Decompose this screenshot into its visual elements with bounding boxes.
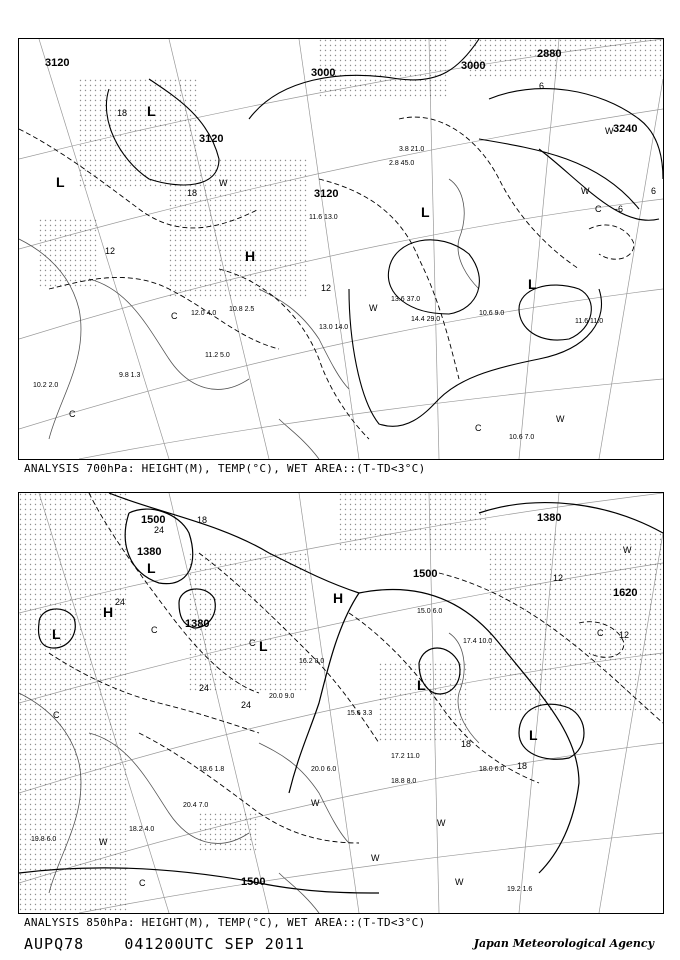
panel-caption-850hpa: ANALYSIS 850hPa: HEIGHT(M), TEMP(°C), WET AREA::(T-TD<3°C): [24, 916, 426, 929]
warm-marker: W: [371, 853, 380, 863]
low-center: L: [417, 677, 426, 693]
station-obs: 15.0 6.0: [417, 608, 443, 615]
station-obs: 10.6 7.0: [509, 434, 535, 441]
map-850hpa-svg: [19, 493, 663, 913]
temp-label: 18: [117, 108, 128, 118]
temp-label: 24: [241, 700, 252, 710]
station-obs: 16.2 8.0: [299, 658, 325, 665]
cold-marker: C: [595, 204, 602, 214]
station-obs: 17.2 11.0: [391, 753, 420, 760]
low-center: L: [147, 103, 156, 119]
station-obs: 17.4 10.0: [463, 638, 493, 645]
wet-area-stipple: [19, 493, 663, 913]
station-obs: 2.8 45.0: [389, 160, 415, 167]
high-center: H: [103, 604, 114, 620]
high-center: H: [333, 590, 344, 606]
cold-marker: C: [69, 409, 76, 419]
height-label: 1380: [137, 546, 162, 558]
cold-marker: C: [249, 638, 256, 648]
low-center: L: [147, 560, 156, 576]
temp-label: 12: [321, 283, 332, 293]
temp-label: -6: [615, 204, 624, 214]
map-700hpa-svg: [19, 39, 663, 459]
station-obs: 18.8 8.0: [391, 778, 417, 785]
height-label: 2880: [537, 48, 562, 60]
station-obs: 13.0 14.0: [319, 324, 349, 331]
warm-marker: W: [556, 414, 565, 424]
cold-marker: C: [139, 878, 146, 888]
warm-marker: W: [369, 303, 378, 313]
bulletin-header: [24, 935, 305, 953]
temp-label: 24: [115, 597, 126, 607]
warm-marker: W: [311, 798, 320, 808]
station-obs: 20.0 6.0: [311, 766, 337, 773]
warm-marker: W: [623, 545, 632, 555]
station-obs: 11.2 5.0: [205, 352, 230, 359]
cold-marker: C: [597, 628, 604, 638]
temp-label: 18: [517, 761, 528, 771]
warm-marker: W: [99, 837, 108, 847]
height-label: 1500: [241, 876, 266, 888]
temp-label: 12: [105, 246, 116, 256]
temp-label: 12: [553, 573, 564, 583]
station-obs: 10.8 2.5: [229, 306, 255, 313]
valid-time: 041200UTC SEP 2011: [124, 935, 305, 953]
cold-marker: C: [171, 311, 178, 321]
station-obs: 18.0 6.0: [479, 766, 505, 773]
height-label: 1500: [141, 514, 166, 526]
temp-label: 24: [199, 683, 210, 693]
station-obs: 9.8 1.3: [119, 372, 141, 379]
station-obs: 14.4 29.0: [411, 316, 441, 323]
low-center: L: [528, 276, 537, 292]
warm-marker: W: [455, 877, 464, 887]
cold-marker: C: [475, 423, 482, 433]
station-obs: 19.8 6.0: [31, 836, 57, 843]
temp-label: 12: [619, 630, 630, 640]
height-label: 1500: [413, 568, 438, 580]
cold-marker: C: [53, 710, 60, 720]
wet-area-stipple: [39, 39, 663, 299]
station-obs: 10.6 9.0: [479, 310, 505, 317]
station-obs: 11.6 11.0: [575, 318, 604, 325]
low-center: L: [259, 638, 268, 654]
bulletin-code: AUPQ78: [24, 935, 85, 953]
low-center: L: [529, 727, 538, 743]
height-label: 3120: [199, 133, 224, 145]
station-obs: 15.6 3.3: [347, 710, 373, 717]
low-center: L: [421, 204, 430, 220]
height-label: 3240: [613, 123, 638, 135]
cold-marker: C: [151, 625, 158, 635]
warm-marker: W: [437, 818, 446, 828]
station-obs: 18.2 4.0: [129, 826, 155, 833]
height-label: 3120: [45, 57, 70, 69]
temp-label: 18: [187, 188, 198, 198]
high-center: H: [245, 248, 256, 264]
temp-label: 18: [197, 515, 208, 525]
warm-marker: W: [605, 126, 614, 136]
height-label: 3120: [314, 188, 339, 200]
station-obs: 12.0 4.0: [191, 310, 217, 317]
station-obs: 20.0 9.0: [269, 693, 295, 700]
low-center: L: [52, 626, 61, 642]
station-obs: 11.6 13.0: [309, 214, 338, 221]
height-label: 1380: [185, 618, 210, 630]
height-label: 3000: [461, 60, 486, 72]
height-label: 1380: [537, 512, 562, 524]
station-obs: 19.2 1.6: [507, 886, 533, 893]
temp-label: 24: [154, 525, 165, 535]
station-obs: 3.8 21.0: [399, 146, 425, 153]
temp-label: 6: [651, 186, 657, 196]
height-label: 1620: [613, 587, 638, 599]
agency-name: Japan Meteorological Agency: [473, 937, 654, 950]
temp-label: 6: [539, 81, 545, 91]
temp-label: 18: [461, 739, 472, 749]
panel-caption-700hpa: ANALYSIS 700hPa: HEIGHT(M), TEMP(°C), WET AREA::(T-TD<3°C): [24, 462, 426, 475]
warm-marker: W: [581, 186, 590, 196]
map-panel-700hpa: [18, 38, 664, 460]
station-obs: 10.2 2.0: [33, 382, 59, 389]
low-center: L: [56, 174, 65, 190]
warm-marker: W: [219, 178, 228, 188]
station-obs: 20.4 7.0: [183, 802, 209, 809]
station-obs: 18.6 1.8: [199, 766, 225, 773]
map-panel-850hpa: [18, 492, 664, 914]
station-obs: 13.6 37.0: [391, 296, 421, 303]
height-label: 3000: [311, 67, 336, 79]
